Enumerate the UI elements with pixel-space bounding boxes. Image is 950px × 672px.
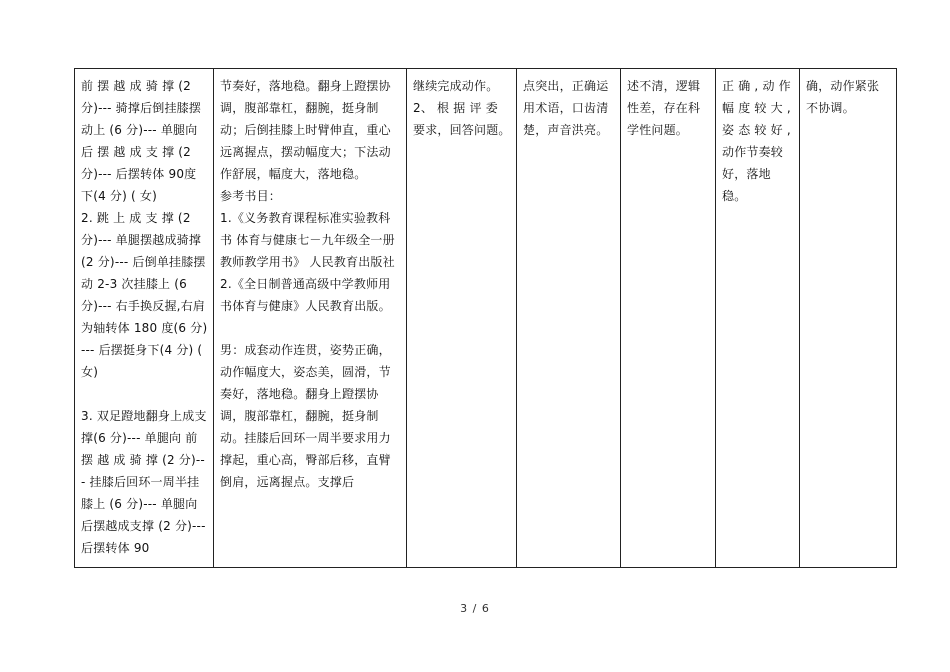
cell-criteria-a [517,69,621,568]
cell-criteria-b [621,69,716,568]
evaluation-table [74,68,897,568]
male-requirement-text: 男：成套动作连贯，姿势正确，动作幅度大，姿态美，圆滑，节奏好，落地稳。翻身上蹬摆协调，腹部靠杠，翻腕，挺身制动。挂膝后回环一周半要求用力撑起，重心高，臀部后移，直臂倒肩，远离握点。支撑后 [220,343,391,489]
page-number: 3 / 6 [460,602,490,615]
criteria-d-text: 确，动作紧张不协调。 [806,79,880,115]
action-item-3: 3. 双足蹬地翻身上成支撑(6 分)--- 单腿向 前 摆 越 成 骑 撑 (2 分)--- 挂膝后回环一周半挂膝上 (6 分)--- 单腿向后摆越成支撑 (2 分)--- 后摆转体 90 [81,409,210,555]
requirement-text: 节奏好，落地稳。翻身上蹬摆协调，腹部靠杠，翻腕，挺身制动；后倒挂膝上时臂伸直，重心远离握点，摆动幅度大；下法动作舒展，幅度大，落地稳。 [220,79,391,181]
cell-requirements [214,69,407,568]
cell-procedure [407,69,517,568]
criteria-b-text: 述不清，逻辑性差，存在科学性问题。 [627,79,701,137]
reference-heading: 参考书目： [220,189,282,203]
action-item-1: 前 摆 越 成 骑 撑 (2 分)--- 骑撑后倒挂膝摆动上 (6 分)--- 单腿向 后 摆 越 成 支 撑 (2 分)--- 后摆转体 90度下(4 分) ( 女) [81,79,202,203]
cell-action-description [75,69,214,568]
paragraph-gap [81,383,208,405]
procedure-line-1: 继续完成动作。 [413,79,499,93]
paragraph-gap [220,317,401,339]
table-row [75,69,897,568]
reference-item-2: 2.《全日制普通高级中学教师用书体育与健康》人民教育出版。 [220,277,391,313]
criteria-a-text: 点突出，正确运用术语，口齿清楚，声音洪亮。 [523,79,609,137]
reference-item-1: 1.《义务教育课程标准实验教科书 体育与健康七－九年级全一册 教师教学用书》 人民教育出版社 [220,211,399,269]
procedure-line-2: 2、 根 据 评 委 要求，回答问题。 [413,101,511,137]
criteria-c-text: 正 确 , 动 作 幅 度 较 大 , 姿 态 较 好 , 动作节奏较好，落地稳。 [722,79,795,203]
cell-criteria-c [716,69,800,568]
action-item-2: 2. 跳 上 成 支 撑 (2 分)--- 单腿摆越成骑撑(2 分)--- 后倒单挂膝摆动 2-3 次挂膝上 (6 分)--- 右手换反握,右肩为轴转体 180 度(6 分) --- 后摆挺身下(4 分) ( 女) [81,211,212,379]
cell-criteria-d [800,69,897,568]
